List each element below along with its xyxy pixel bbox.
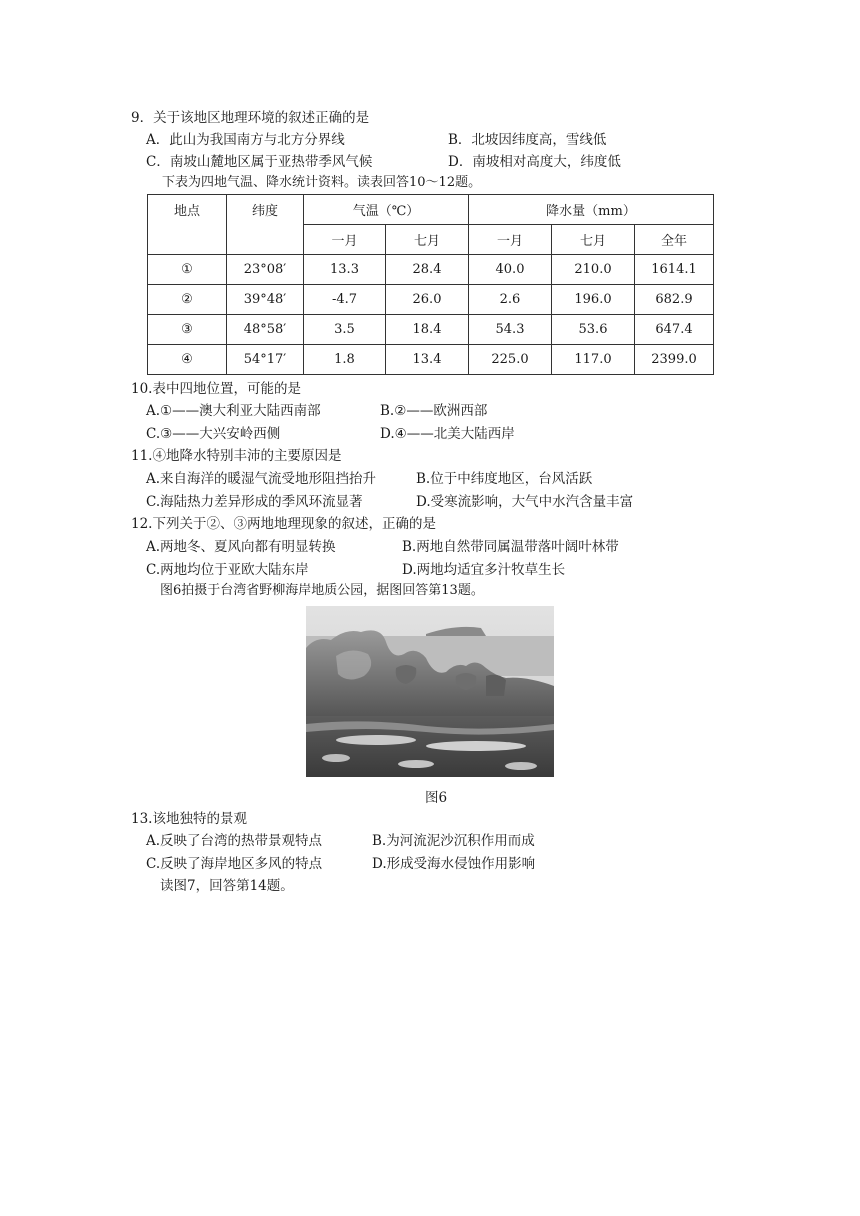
q13-option-c: C.反映了海岸地区多风的特点 [146, 856, 323, 872]
table-row [148, 255, 714, 285]
cell-t7: 13.4 [386, 345, 469, 375]
cell-place: ③ [148, 315, 227, 345]
table-row [148, 315, 714, 345]
q10-option-b: B.②——欧洲西部 [380, 403, 488, 419]
climate-table [147, 194, 714, 375]
cell-t1: -4.7 [304, 285, 386, 315]
q9-stem: 9．关于该地区地理环境的叙述正确的是 [131, 110, 370, 126]
q10-stem: 10.表中四地位置，可能的是 [131, 381, 301, 397]
cell-py: 682.9 [635, 285, 714, 315]
subheader-temp-jan: 一月 [304, 225, 386, 255]
header-place: 地点 [148, 195, 227, 255]
cell-place: ④ [148, 345, 227, 375]
cell-t1: 1.8 [304, 345, 386, 375]
cell-lat: 54°17′ [227, 345, 304, 375]
q12-option-a: A.两地冬、夏风向都有明显转换 [146, 539, 336, 555]
header-latitude: 纬度 [227, 195, 304, 255]
q12-option-d: D.两地均适宜多汁牧草生长 [402, 562, 566, 578]
q12-option-b: B.两地自然带同属温带落叶阔叶林带 [402, 539, 619, 555]
cell-p7: 53.6 [552, 315, 635, 345]
q10-option-c: C.③——大兴安岭西侧 [146, 426, 281, 442]
cell-p7: 117.0 [552, 345, 635, 375]
cell-py: 2399.0 [635, 345, 714, 375]
q11-option-b: B.位于中纬度地区，台风活跃 [416, 471, 593, 487]
cell-p1: 225.0 [469, 345, 552, 375]
cell-t1: 3.5 [304, 315, 386, 345]
cell-t7: 18.4 [386, 315, 469, 345]
fig6-photo [306, 606, 554, 777]
q13-option-a: A.反映了台湾的热带景观特点 [146, 833, 323, 849]
cell-lat: 48°58′ [227, 315, 304, 345]
header-temp: 气温（℃） [304, 195, 469, 225]
table-intro: 下表为四地气温、降水统计资料。读表回答10～12题。 [162, 175, 482, 190]
q13-option-b: B.为河流泥沙沉积作用而成 [372, 833, 535, 849]
subheader-temp-jul: 七月 [386, 225, 469, 255]
cell-place: ① [148, 255, 227, 285]
cell-p1: 40.0 [469, 255, 552, 285]
q12-stem: 12.下列关于②、③两地地理现象的叙述，正确的是 [131, 516, 436, 532]
cell-py: 1614.1 [635, 255, 714, 285]
q13-stem: 13.该地独特的景观 [131, 811, 247, 827]
q11-option-c: C.海陆热力差异形成的季风环流显著 [146, 494, 363, 510]
q10-option-d: D.④——北美大陆西岸 [380, 426, 515, 442]
cell-lat: 23°08′ [227, 255, 304, 285]
fig6-caption: 图6 [424, 790, 448, 806]
fig6-intro: 图6拍摄于台湾省野柳海岸地质公园，据图回答第13题。 [160, 583, 484, 598]
q9-option-c: C．南坡山麓地区属于亚热带季风气候 [146, 154, 373, 170]
cell-place: ② [148, 285, 227, 315]
q10-option-a: A.①——澳大利亚大陆西南部 [146, 403, 321, 419]
cell-p1: 54.3 [469, 315, 552, 345]
cell-py: 647.4 [635, 315, 714, 345]
subheader-pre-jul: 七月 [552, 225, 635, 255]
cell-t1: 13.3 [304, 255, 386, 285]
cell-p1: 2.6 [469, 285, 552, 315]
q9-option-b: B．北坡因纬度高，雪线低 [448, 132, 607, 148]
header-precip: 降水量（mm） [469, 195, 714, 225]
q9-option-a: A．此山为我国南方与北方分界线 [146, 132, 345, 148]
q13-option-d: D.形成受海水侵蚀作用影响 [372, 856, 536, 872]
q11-option-d: D.受寒流影响，大气中水汽含量丰富 [416, 494, 634, 510]
fig7-intro: 读图7，回答第14题。 [160, 878, 294, 894]
q9-option-d: D．南坡相对高度大，纬度低 [448, 154, 621, 170]
cell-t7: 26.0 [386, 285, 469, 315]
q11-stem: 11.④地降水特别丰沛的主要原因是 [131, 448, 342, 464]
cell-t7: 28.4 [386, 255, 469, 285]
table-row [148, 345, 714, 375]
cell-p7: 210.0 [552, 255, 635, 285]
coastal-rock-photo [306, 606, 554, 777]
q12-option-c: C.两地均位于亚欧大陆东岸 [146, 562, 309, 578]
subheader-pre-jan: 一月 [469, 225, 552, 255]
cell-p7: 196.0 [552, 285, 635, 315]
table-row [148, 285, 714, 315]
q11-option-a: A.来自海洋的暖湿气流受地形阻挡抬升 [146, 471, 377, 487]
subheader-pre-year: 全年 [635, 225, 714, 255]
cell-lat: 39°48′ [227, 285, 304, 315]
